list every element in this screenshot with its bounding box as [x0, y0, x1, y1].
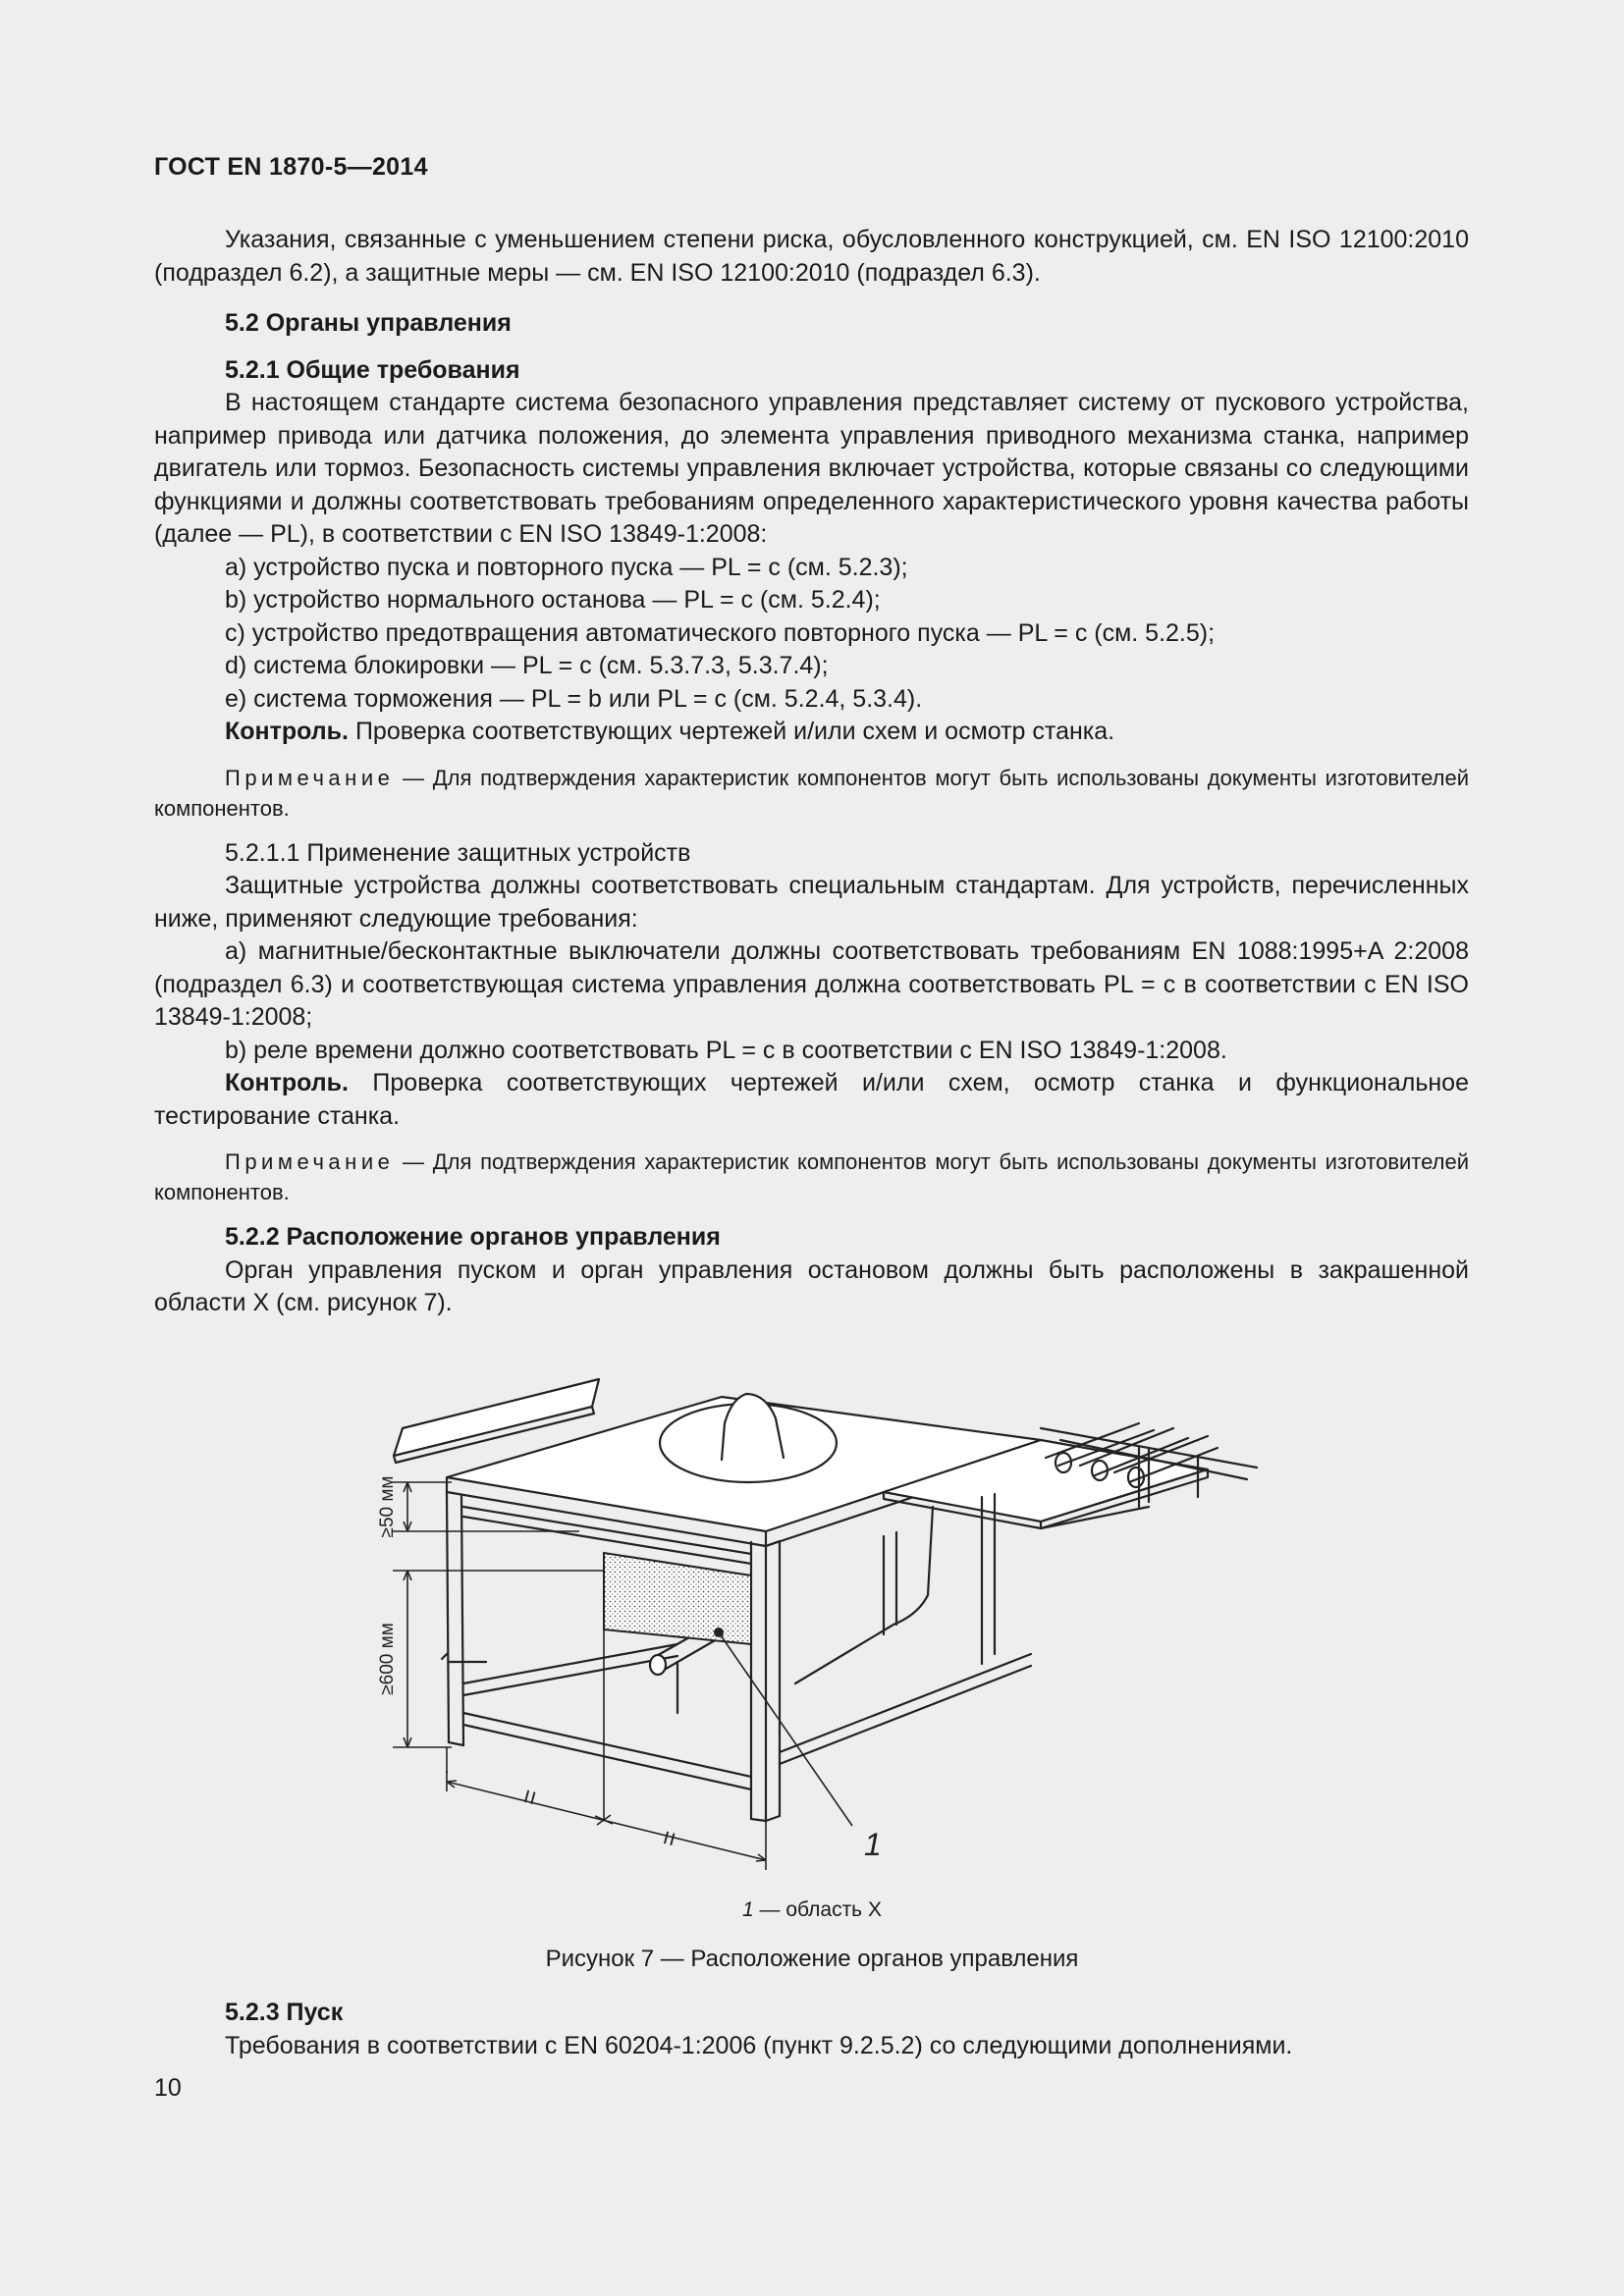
list-item: b) устройство нормального останова — PL = с (см. 5.2.4);	[225, 586, 881, 614]
area-x-shaded	[604, 1553, 751, 1644]
note-text: — Для подтверждения характеристик компонентов могут быть использованы документы изготовителей компонентов.	[154, 1149, 1469, 1204]
note-text: — Для подтверждения характеристик компонентов могут быть использованы документы изготовителей компонентов.	[154, 765, 1469, 821]
list-item: d) система блокировки — PL = с (см. 5.3.7.3, 5.3.7.4);	[225, 652, 829, 679]
section-5-2-1-1-paragraph: Защитные устройства должны соответствовать специальным стандартам. Для устройств, перечисленных ниже, применяют следующие требования:	[154, 872, 1469, 933]
section-5-2-1-1-title: 5.2.1.1 Применение защитных устройств	[225, 838, 691, 867]
control-text: Проверка соответствующих чертежей и/или схем, осмотр станка и функциональное тестирование станка.	[154, 1069, 1469, 1130]
section-5-2-2-title: 5.2.2 Расположение органов управления	[225, 1223, 721, 1251]
section-5-2-3-title: 5.2.3 Пуск	[225, 1999, 344, 2026]
legend-text: — область X	[753, 1898, 882, 1921]
body-text-bottom	[154, 1997, 1469, 2062]
list-item: e) система торможения — PL = b или PL = с (см. 5.2.4, 5.3.4).	[225, 684, 923, 713]
section-5-2-3-paragraph: Требования в соответствии с EN 60204-1:2006 (пункт 9.2.5.2) со следующими дополнениями.	[225, 2031, 1293, 2059]
note-label: Примечание	[225, 765, 395, 790]
list-item: a) устройство пуска и повторного пуска — PL = с (см. 5.2.3);	[225, 553, 908, 581]
legend-number: 1	[742, 1898, 754, 1921]
section-5-2-1-title: 5.2.1 Общие требования	[225, 355, 520, 384]
figure-caption: Рисунок 7 — Расположение органов управления	[545, 1946, 1079, 1972]
callout-number: 1	[864, 1827, 882, 1862]
page-number: 10	[154, 2074, 182, 2102]
list-item: a) магнитные/бесконтактные выключатели должны соответствовать требованиям EN 1088:1995+A 2:2008 (подраздел 6.3) и соответствующая система управления должна соответствовать PL = с в соответствии с EN ISO 13849-1:2008;	[154, 937, 1469, 1031]
control-label: Контроль.	[225, 718, 349, 745]
dim-label-bottom: ≥600 мм	[377, 1623, 398, 1695]
figure-legend	[0, 1898, 1624, 1922]
control-paragraph-2	[154, 1067, 1469, 1133]
note-1	[154, 763, 1469, 824]
note-label: Примечание	[225, 1149, 395, 1174]
section-5-2-title: 5.2 Органы управления	[225, 309, 512, 337]
dim-label-top: ≥50 мм	[377, 1475, 398, 1538]
list-item: b) реле времени должно соответствовать PL = с в соответствии с EN ISO 13849-1:2008.	[225, 1036, 1227, 1064]
control-text: Проверка соответствующих чертежей и/или схем и осмотр станка.	[349, 718, 1115, 745]
equal-sign-right: =	[652, 1827, 685, 1849]
section-5-2-2-paragraph: Орган управления пуском и орган управления остановом должны быть расположены в закрашенной области X (см. рисунок 7).	[154, 1255, 1469, 1316]
list-item: c) устройство предотвращения автоматического повторного пуска — PL = с (см. 5.2.5);	[225, 618, 1216, 647]
intro-paragraph: Указания, связанные с уменьшением степени риска, обусловленного конструкцией, см. EN ISO 12100:2010 (подраздел 6.2), а защитные меры — см. EN ISO 12100:2010 (подраздел 6.3).	[154, 226, 1469, 287]
figure-7-drawing	[353, 1360, 1276, 1870]
equal-sign-left: =	[513, 1786, 546, 1808]
motor-shaft	[442, 1623, 719, 1772]
control-label: Контроль.	[225, 1069, 349, 1096]
document-header: ГОСТ EN 1870-5—2014	[154, 153, 428, 181]
section-5-2-1-paragraph: В настоящем стандарте система безопасного управления представляет систему от пускового устройства, например привода или датчика положения, до элемента управления приводного механизма станка, например двигатель или тормоз. Безопасность системы управления включает устройства, которые связаны со следующими функциями и должны соответствовать требованиям определенного характеристического уровня качества работы (далее — PL), в соответствии с EN ISO 13849-1:2008:	[154, 389, 1469, 548]
body-text-top	[154, 224, 1469, 1320]
note-2	[154, 1147, 1469, 1207]
control-paragraph-1	[154, 716, 1469, 749]
